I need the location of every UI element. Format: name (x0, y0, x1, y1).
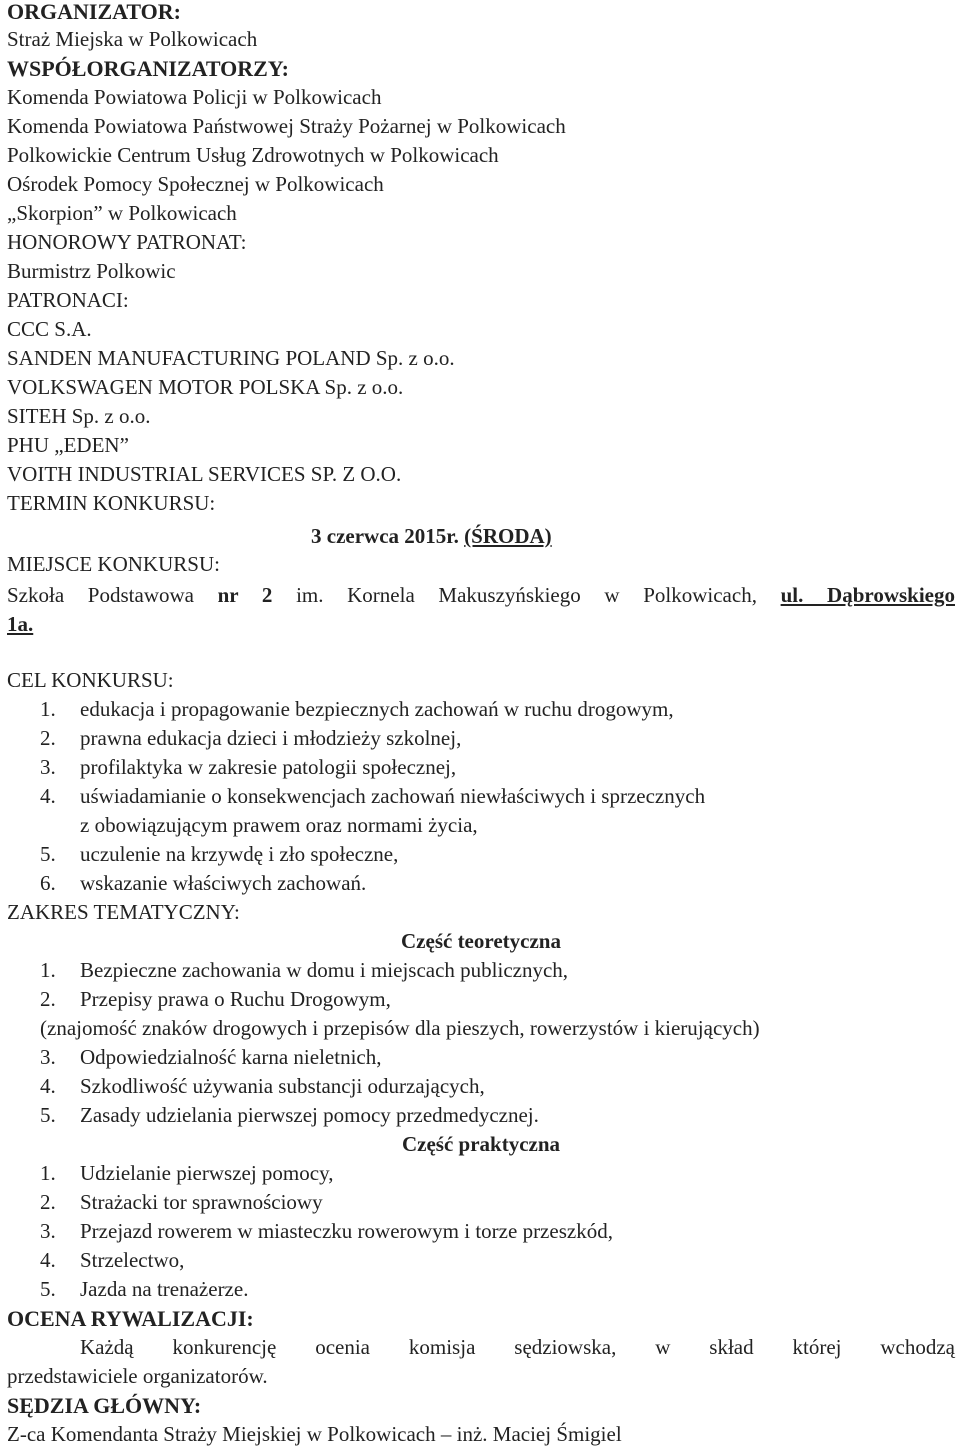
theory-heading: Część teoretyczna (401, 929, 561, 953)
place-heading: MIEJSCE KONKURSU: (7, 552, 220, 576)
goal-num: 3. (40, 755, 56, 779)
goal-item: uświadamianie o konsekwencjach zachowań niewłaściwych i sprzecznych (80, 784, 706, 808)
school-street-number: 1a. (7, 612, 34, 636)
goal-num: 5. (40, 842, 56, 866)
organizer: Straż Miejska w Polkowicach (7, 27, 258, 51)
judge-heading: SĘDZIA GŁÓWNY: (7, 1393, 202, 1418)
date-text: 3 czerwca 2015r. (311, 524, 459, 548)
evaluation-heading: OCENA RYWALIZACJI: (7, 1306, 254, 1331)
school-patron: im. Kornela Makuszyńskiego w Polkowicach, (296, 583, 757, 607)
goal-num: 2. (40, 726, 56, 750)
theory-num: 1. (40, 958, 56, 982)
goal-item: z obowiązującym prawem oraz normami życia, (80, 813, 478, 837)
theory-num: 4. (40, 1074, 56, 1098)
evaluation-text-cont: przedstawiciele organizatorów. (7, 1364, 268, 1388)
theory-num: 2. (40, 987, 56, 1011)
coorganizer-item: Polkowickie Centrum Usług Zdrowotnych w Polkowicach (7, 143, 499, 167)
goal-item: wskazanie właściwych zachowań. (80, 871, 367, 895)
theory-item: (znajomość znaków drogowych i przepisów dla pieszych, rowerzystów i kierujących) (40, 1016, 760, 1040)
practice-num: 3. (40, 1219, 56, 1243)
patron-item: PHU „EDEN” (7, 433, 129, 457)
organizer-heading: ORGANIZATOR: (7, 0, 181, 24)
patrons-heading: PATRONACI: (7, 288, 129, 312)
theory-item: Przepisy prawa o Ruchu Drogowym, (80, 987, 391, 1011)
goal-heading: CEL KONKURSU: (7, 668, 174, 692)
goal-item: uczulenie na krzywdę i zło społeczne, (80, 842, 399, 866)
goal-item: edukacja i propagowanie bezpiecznych zachowań w ruchu drogowym, (80, 697, 674, 721)
coorganizer-item: Komenda Powiatowa Policji w Polkowicach (7, 85, 382, 109)
theory-item: Odpowiedzialność karna nieletnich, (80, 1045, 382, 1069)
patron-item: VOLKSWAGEN MOTOR POLSKA Sp. z o.o. (7, 375, 404, 399)
patron-item: CCC S.A. (7, 317, 92, 341)
practice-num: 4. (40, 1248, 56, 1272)
practice-item: Przejazd rowerem w miasteczku rowerowym i torze przeszkód, (80, 1219, 613, 1243)
practice-heading: Część praktyczna (401, 1132, 561, 1156)
goal-num: 4. (40, 784, 56, 808)
practice-item: Jazda na trenażerze. (80, 1277, 249, 1301)
theory-num: 5. (40, 1103, 56, 1127)
coorganizers-heading: WSPÓŁORGANIZATORZY: (7, 56, 289, 81)
practice-item: Udzielanie pierwszej pomocy, (80, 1161, 334, 1185)
patron-item: SANDEN MANUFACTURING POLAND Sp. z o.o. (7, 346, 455, 370)
goal-item: prawna edukacja dzieci i młodzieży szkolnej, (80, 726, 462, 750)
theory-item: Szkodliwość używania substancji odurzających, (80, 1074, 485, 1098)
theory-item: Bezpieczne zachowania w domu i miejscach publicznych, (80, 958, 569, 982)
coorganizer-item: „Skorpion” w Polkowicach (7, 201, 237, 225)
practice-item: Strażacki tor sprawnościowy (80, 1190, 323, 1214)
patron-item: SITEH Sp. z o.o. (7, 404, 151, 428)
practice-item: Strzelectwo, (80, 1248, 185, 1272)
place-line (7, 581, 955, 610)
practice-num: 5. (40, 1277, 56, 1301)
practice-num: 2. (40, 1190, 56, 1214)
patron-item: VOITH INDUSTRIAL SERVICES SP. Z O.O. (7, 462, 402, 486)
school-street: ul. Dąbrowskiego (780, 583, 955, 607)
coorganizer-item: Ośrodek Pomocy Społecznej w Polkowicach (7, 172, 384, 196)
goal-num: 6. (40, 871, 56, 895)
date-heading: TERMIN KONKURSU: (7, 491, 216, 515)
coorganizer-item: Komenda Powiatowa Państwowej Straży Pożarnej w Polkowicach (7, 114, 566, 138)
goal-item: profilaktyka w zakresie patologii społecznej, (80, 755, 457, 779)
date-day: (ŚRODA) (464, 524, 552, 548)
goal-num: 1. (40, 697, 56, 721)
practice-num: 1. (40, 1161, 56, 1185)
theory-num: 3. (40, 1045, 56, 1069)
school-name: Szkoła Podstawowa (7, 583, 194, 607)
honorary-patron: Burmistrz Polkowic (7, 259, 176, 283)
date-value (311, 522, 552, 551)
judge: Z-ca Komendanta Straży Miejskiej w Polkowicach – inż. Maciej Śmigiel (7, 1422, 622, 1446)
honorary-patron-heading: HONOROWY PATRONAT: (7, 230, 247, 254)
school-number: nr 2 (217, 583, 273, 607)
theory-item: Zasady udzielania pierwszej pomocy przedmedycznej. (80, 1103, 539, 1127)
evaluation-text: Każdą konkurencję ocenia komisja sędziowska, w skład której wchodzą (80, 1335, 955, 1359)
scope-heading: ZAKRES TEMATYCZNY: (7, 900, 240, 924)
